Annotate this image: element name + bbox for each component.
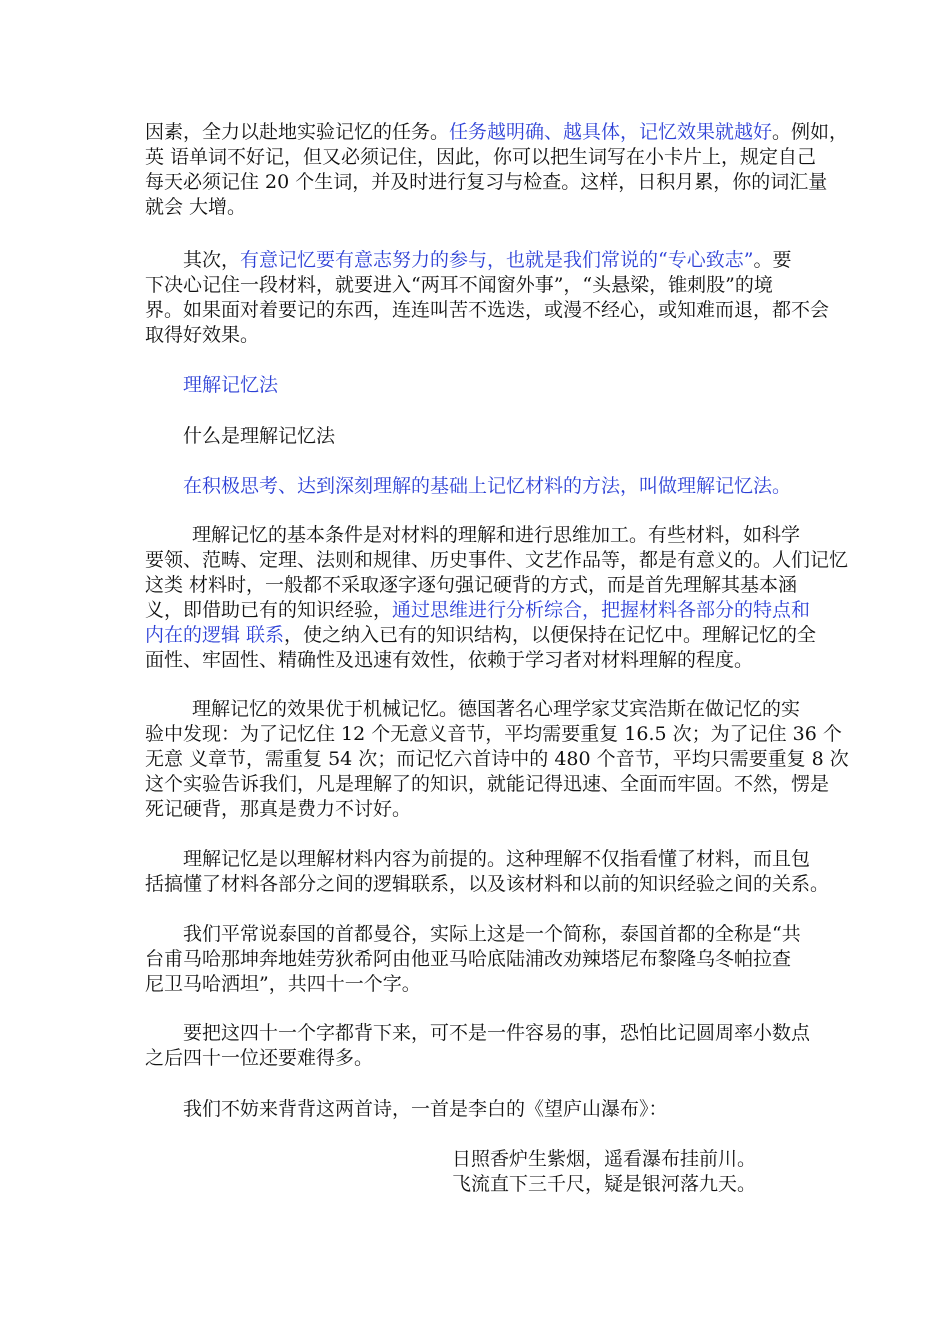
text-line: 面性、牢固性、精确性及迅速有效性，依赖于学习者对材料理解的程度。 bbox=[145, 649, 754, 671]
text-line: 取得好效果。 bbox=[145, 324, 260, 346]
text-run: 。例如， bbox=[772, 121, 849, 143]
highlighted-text: 有意记忆要有意志努力的参与，也就是我们常说的“专心致志” bbox=[240, 249, 754, 271]
poem-line-2: 飞流直下三千尺，疑是银河落九天。 bbox=[452, 1173, 757, 1195]
text-line: 这类 材料时，一般都不采取逐字逐句强记硬背的方式，而是首先理解其基本涵 bbox=[145, 574, 798, 596]
text-line: 这个实验告诉我们，凡是理解了的知识，就能记得迅速、全面而牢固。不然，愣是 bbox=[145, 773, 830, 795]
paragraph-understanding-conditions bbox=[145, 523, 849, 673]
text-run: ，使之纳入已有的知识结构，以便保持在记忆中。理解记忆的全 bbox=[284, 624, 817, 646]
text-line: 理解记忆的效果优于机械记忆。德国著名心理学家艾宾浩斯在做记忆的实 bbox=[192, 698, 801, 720]
text-run: 其次， bbox=[183, 249, 241, 271]
text-line: 每天必须记住 20 个生词，并及时进行复习与检查。这样，日积月累，你的词汇量 bbox=[145, 171, 828, 193]
section-heading bbox=[183, 373, 851, 398]
definition-paragraph bbox=[183, 474, 851, 499]
paragraph-bangkok bbox=[145, 922, 813, 997]
text-run: 义，即借助已有的知识经验， bbox=[145, 599, 393, 621]
poem-line-1: 日照香炉生紫烟，遥看瀑布挂前川。 bbox=[452, 1148, 757, 1170]
definition-text: 在积极思考、达到深刻理解的基础上记忆材料的方法，叫做理解记忆法。 bbox=[183, 475, 792, 497]
text-line: 无意 义章节，需重复 54 次；而记忆六首诗中的 480 个音节，平均只需要重复 8 次 bbox=[145, 748, 849, 770]
text-line: 要把这四十一个字都背下来，可不是一件容易的事，恐怕比记圆周率小数点 bbox=[183, 1022, 811, 1044]
text-line: 我们平常说泰国的首都曼谷，实际上这是一个简称，泰国首都的全称是“共 bbox=[183, 923, 801, 945]
paragraph-task-clarity bbox=[145, 120, 849, 220]
heading-text: 理解记忆法 bbox=[183, 374, 279, 396]
text-line: 界。如果面对着要记的东西，连连叫苦不选迭，或漫不经心，或知难而退，都不会 bbox=[145, 299, 830, 321]
text-line bbox=[145, 623, 817, 648]
highlighted-text: 内在的逻辑 联系 bbox=[145, 624, 285, 646]
paragraph-intentional-memory bbox=[145, 248, 830, 348]
text-line bbox=[145, 248, 813, 273]
text-line: 我们不妨来背背这两首诗，一首是李白的《望庐山瀑布》： bbox=[183, 1098, 668, 1120]
paragraph-ebbinghaus bbox=[145, 697, 849, 822]
text-run: 。要 bbox=[753, 249, 792, 271]
highlighted-text: 任务越明确、越具体，记忆效果就越好 bbox=[449, 121, 773, 143]
text-line: 理解记忆的基本条件是对材料的理解和进行思维加工。有些材料，如科学 bbox=[192, 524, 801, 546]
heading-text: 什么是理解记忆法 bbox=[183, 425, 336, 447]
subsection-heading bbox=[183, 424, 851, 449]
paragraph-difficulty bbox=[145, 1021, 813, 1071]
text-line bbox=[145, 120, 849, 145]
text-line: 台甫马哈那坤奔地娃劳狄希阿由他亚马哈底陆浦改劝辣塔尼布黎隆乌冬帕拉查 bbox=[145, 948, 792, 970]
text-line: 下决心记住一段材料，就要进入“两耳不闻窗外事”，“头悬梁，锥刺股”的境 bbox=[145, 274, 773, 296]
text-line: 死记硬背，那真是费力不讨好。 bbox=[145, 798, 412, 820]
text-line: 英 语单词不好记，但又必须记住，因此，你可以把生词写在小卡片上，规定自己 bbox=[145, 146, 817, 168]
highlighted-text: 通过思维进行分析综合，把握材料各部分的特点和 bbox=[392, 599, 811, 621]
paragraph-premise bbox=[145, 847, 830, 897]
text-line: 尼卫马哈洒坦”，共四十一个字。 bbox=[145, 973, 421, 995]
text-line: 要领、范畴、定理、法则和规律、历史事件、文艺作品等，都是有意义的。人们记忆 bbox=[145, 549, 849, 571]
paragraph-poem-intro bbox=[145, 1097, 813, 1122]
text-run: 因素，全力以赴地实验记忆的任务。 bbox=[145, 121, 450, 143]
text-line: 之后四十一位还要难得多。 bbox=[145, 1047, 374, 1069]
text-line bbox=[145, 598, 813, 623]
text-line: 理解记忆是以理解材料内容为前提的。这种理解不仅指看懂了材料，而且包 bbox=[183, 848, 811, 870]
text-line: 验中发现：为了记忆住 12 个无意义音节，平均需要重复 16.5 次；为了记住 36 个 bbox=[145, 723, 842, 745]
text-line: 就会 大增。 bbox=[145, 196, 247, 218]
text-line: 括搞懂了材料各部分之间的逻辑联系，以及该材料和以前的知识经验之间的关系。 bbox=[145, 873, 830, 895]
